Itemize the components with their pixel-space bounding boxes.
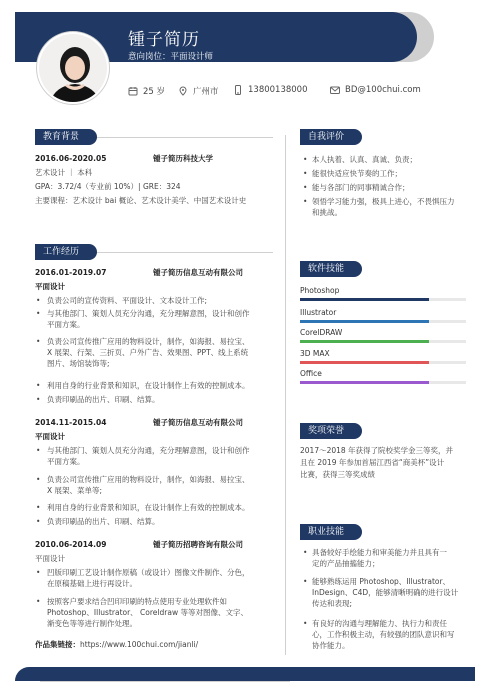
job-company: 锺子简历招聘咨询有限公司 bbox=[153, 540, 243, 549]
portfolio-link-row bbox=[35, 640, 198, 650]
contact-email-text: BD@100chui.com bbox=[345, 85, 421, 95]
job-role: 平面设计 bbox=[35, 282, 65, 291]
skill-bar-fill bbox=[300, 381, 429, 384]
skill-bar-track bbox=[300, 361, 466, 364]
software-skill-name: Office bbox=[300, 369, 322, 378]
avatar bbox=[37, 32, 109, 104]
contact-age bbox=[128, 85, 165, 97]
edu-period: 2016.06-2020.05 bbox=[35, 154, 107, 163]
awards-text: 2017～2018 年获得了院校奖学金三等奖，并 且在 2019 年参加首届江西省“商美杯”设计 比赛，获得三等奖成绩 bbox=[300, 446, 454, 479]
self-eval-item: • 能很快适应快节奏的工作； bbox=[303, 168, 473, 179]
edu-courses: 主要课程：艺术设计 bai 概论、艺术设计美学、中国艺术设计史 bbox=[35, 196, 247, 205]
software-skill bbox=[300, 328, 466, 343]
calendar-icon bbox=[128, 86, 138, 96]
self-eval-item: • 本人执着、认真、真诚、负责； bbox=[303, 154, 473, 165]
edu-major: 艺术设计 ｜ 本科 bbox=[35, 168, 93, 177]
software-skill-name: CorelDRAW bbox=[300, 328, 343, 337]
section-title-awards: 奖项荣誉 bbox=[300, 423, 362, 439]
footer-band bbox=[15, 667, 475, 681]
software-skill bbox=[300, 349, 466, 364]
job-duty: • 负责印刷品的出片、印刷、结算。 bbox=[37, 394, 272, 405]
contact-age-text: 25 岁 bbox=[143, 87, 166, 97]
self-eval-item: • 领悟学习能力强，极具上进心，不畏惧压力 和挑战。 bbox=[303, 196, 473, 218]
job-duty: • 与其他部门、策划人员充分沟通，充分理解意图，设计和创作 平面方案。 bbox=[37, 445, 272, 467]
job-period: 2010.06-2014.09 bbox=[35, 540, 107, 549]
job-duty: • 负责公司的宣传资料、平面设计、文本设计工作; bbox=[37, 295, 272, 306]
contact-phone bbox=[233, 85, 308, 95]
skill-bar-track bbox=[300, 298, 466, 301]
contact-email bbox=[330, 85, 421, 95]
skill-bar-fill bbox=[300, 320, 429, 323]
software-skill bbox=[300, 286, 466, 301]
contact-city-text: 广州市 bbox=[193, 87, 219, 97]
phone-icon bbox=[233, 85, 243, 95]
contact-city bbox=[178, 85, 219, 97]
job-duty: • 负责印刷品的出片、印刷、结算。 bbox=[37, 516, 272, 527]
software-skill bbox=[300, 308, 466, 323]
skill-bar-track bbox=[300, 340, 466, 343]
edu-gpa: GPA：3.72/4（专业前 10%）| GRE：324 bbox=[35, 182, 181, 191]
job-period: 2016.01-2019.07 bbox=[35, 268, 107, 277]
job-role: 平面设计 bbox=[35, 554, 65, 563]
job-duty: • 按照客户要求结合凹印印刷的特点使用专业处理软件如 Photoshop、Illustrator、 Coreldraw 等等对图像、文字、 渐变色等等进行制作处理。 bbox=[37, 596, 272, 629]
email-icon bbox=[330, 85, 340, 95]
column-divider bbox=[285, 135, 286, 655]
location-pin-icon bbox=[178, 86, 188, 96]
pro-skill-item: • 具备较好手绘能力和审美能力并且具有一 定的产品抽搐能力； bbox=[303, 547, 473, 569]
software-skill-name: 3D MAX bbox=[300, 349, 330, 358]
portfolio-label: 作品集链接： bbox=[35, 640, 80, 649]
software-skill bbox=[300, 369, 466, 384]
section-title-software: 软件技能 bbox=[300, 261, 362, 277]
pro-skill-item: • 有良好的沟通与理解能力、执行力和责任 心，工作积极主动，有较强的团队意识和写 协作能力。 bbox=[303, 618, 473, 651]
job-duty: • 负责公司宣传推广应用的物料设计，制作，如海报、易拉宝、 X 展架、菜单等; bbox=[37, 474, 272, 496]
job-company: 锺子简历信息互动有限公司 bbox=[153, 268, 243, 277]
job-role: 平面设计 bbox=[35, 432, 65, 441]
skill-bar-track bbox=[300, 381, 466, 384]
skill-bar-fill bbox=[300, 340, 429, 343]
section-title-self-eval: 自我评价 bbox=[300, 129, 362, 145]
software-skill-name: Photoshop bbox=[300, 286, 340, 295]
job-duty: • 凹版印刷工艺设计制作原稿（或设计）图像文件制作、分色， 在原稿基础上进行再设计。 bbox=[37, 567, 272, 589]
skill-bar-fill bbox=[300, 298, 429, 301]
skill-bar-track bbox=[300, 320, 466, 323]
section-title-pro-skills: 职业技能 bbox=[300, 524, 362, 540]
section-title-work: 工作经历 bbox=[35, 244, 97, 260]
job-period: 2014.11-2015.04 bbox=[35, 418, 107, 427]
software-skill-name: Illustrator bbox=[300, 308, 337, 317]
job-intention: 意向岗位：平面设计师 bbox=[128, 52, 214, 62]
job-duty: • 与其他部门、策划人员充分沟通，充分理解意图，设计和创作 平面方案。 bbox=[37, 308, 272, 330]
job-duty: • 利用自身的行业背景和知识，在设计制作上有效的控制成本。 bbox=[37, 502, 272, 513]
edu-school: 锺子简历科技大学 bbox=[153, 154, 213, 163]
pro-skill-item: • 能够熟练运用 Photoshop、Illustrator、 InDesign、C4D，能够清晰明确的进行设计 传达和表现; bbox=[303, 576, 473, 609]
job-company: 锺子简历信息互动有限公司 bbox=[153, 418, 243, 427]
self-eval-item: • 能与各部门的同事精诚合作； bbox=[303, 182, 473, 193]
resume-name: 锺子简历 bbox=[128, 30, 200, 50]
job-duty: • 负责公司宣传推广应用的物料设计，制作，如海报、易拉宝、 X 展架、行架、三折页、户外广告、效果图、PPT、线上系统 图片、场馆装饰等; bbox=[37, 336, 272, 369]
skill-bar-fill bbox=[300, 361, 429, 364]
section-title-education: 教育背景 bbox=[35, 129, 97, 145]
job-duty: • 利用自身的行业背景和知识，在设计制作上有效的控制成本。 bbox=[37, 380, 272, 391]
portfolio-link[interactable]: https://www.100chui.com/jianli/ bbox=[80, 640, 199, 649]
contact-phone-text: 13800138000 bbox=[248, 85, 308, 95]
